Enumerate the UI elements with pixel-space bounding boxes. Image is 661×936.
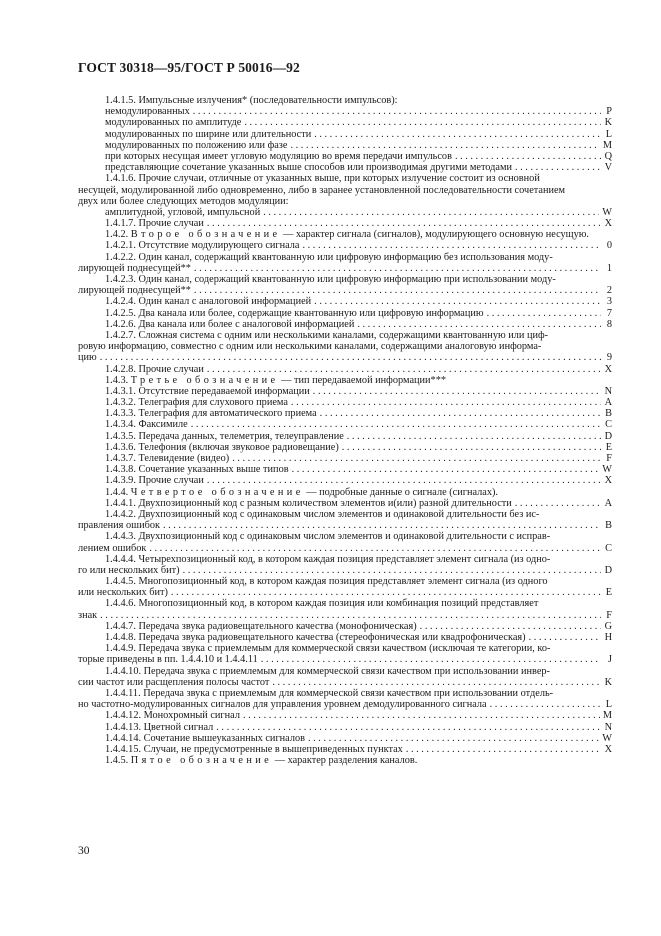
paragraph-line: 1.4.4.6. Многопозиционный код, в котором каждая позиция или комбинация позиций представляет [105, 598, 539, 610]
entry-text: 1.4.2.8. Прочие случаи [105, 363, 204, 375]
entry-text: 1.4.1.7. Прочие случаи [105, 218, 204, 230]
dot-leader [272, 677, 601, 688]
entry-code: D [604, 564, 612, 576]
dot-leader [194, 285, 601, 296]
entry-text: 1.4.3.7. Телевидение (видео) [105, 453, 230, 464]
entry-code: 0 [606, 240, 612, 252]
code-entry-line [78, 442, 612, 453]
entry-text: торые приведены в пп. 1.4.4.10 и 1.4.4.11 [78, 654, 258, 666]
designation-description: — характер сигнала (сигналов), модулирующего основную несущую. [280, 229, 589, 241]
entry-code: 3 [606, 296, 612, 308]
code-entry-line [78, 733, 612, 744]
dot-leader [149, 543, 601, 554]
entry-text: 1.4.3.3. Телеграфия для автоматического приема [105, 408, 317, 420]
code-entry-line [78, 699, 612, 710]
entry-code: K [604, 676, 612, 688]
dot-leader [290, 140, 599, 151]
designation-heading-line [78, 487, 612, 498]
dot-leader [216, 722, 601, 733]
entry-code: L [605, 699, 612, 711]
code-entry-line [78, 610, 612, 621]
dot-leader [455, 151, 601, 162]
entry-code: P [606, 106, 612, 118]
entry-text: 1.4.2.4. Один канал с аналоговой информацией [105, 296, 312, 308]
code-entry-line [78, 285, 612, 296]
paragraph-line: ровую информацию, совместно с одним или несколькими каналами, содержащими аналоговую информа- [78, 341, 542, 353]
paragraph-line: 1.4.4.3. Двухпозиционный код с одинаковым числом элементов и одинаковой длительности с исправ- [105, 531, 551, 543]
entry-code: E [605, 441, 612, 453]
designation-heading-line [78, 229, 612, 240]
entry-text: 1.4.4.15. Случаи, не предусмотренные в вышеприведенных пунктах [105, 743, 403, 755]
entry-text: 1.4.3.2. Телеграфия для слухового приема [105, 397, 288, 409]
entry-text: при которых несущая имеет угловую модуляцию во время передачи импульсов [105, 150, 452, 162]
entry-text: лирующей поднесущей** [78, 285, 191, 297]
code-entry-line [78, 498, 612, 509]
dot-leader [193, 106, 601, 117]
entry-text: 1.4.3.9. Прочие случаи [105, 475, 204, 487]
entry-code: M [602, 710, 612, 722]
paragraph-line: 1.4.4.4. Четырехпозиционный код, в котором каждая позиция представляет элемент сигнала (из одно- [105, 553, 551, 565]
entry-text: модулированных по амплитуде [105, 117, 242, 129]
entry-code: N [604, 385, 612, 397]
dot-leader [163, 520, 601, 531]
dot-leader [263, 207, 599, 218]
paragraph-line: двух или более следующих методов модуляции: [78, 195, 289, 207]
paragraph-line: 1.4.4.9. Передача звука с приемлемым для коммерческой связи качеством (исключая те категории, ко- [105, 643, 551, 655]
dot-leader [261, 654, 601, 665]
dot-leader [515, 498, 601, 509]
code-entry-line [78, 352, 612, 363]
entry-code: B [605, 520, 612, 532]
entry-text: лирующей поднесущей** [78, 262, 191, 274]
code-entry-line [78, 129, 612, 140]
entry-code: M [602, 139, 612, 151]
dot-leader [183, 565, 601, 576]
entry-text: 1.4.2.5. Два канала или более, содержащие квантованную или цифровую информацию [105, 307, 484, 319]
dot-leader [232, 453, 601, 464]
paragraph-line: 1.4.2.7. Сложная система с одним или несколькими каналами, содержащими квантованную или циф- [105, 329, 549, 341]
code-entry-line [78, 162, 612, 173]
dot-leader [342, 442, 601, 453]
code-entry-line [78, 386, 612, 397]
entry-code: N [604, 721, 612, 733]
dot-leader [194, 263, 601, 274]
dot-leader [515, 162, 601, 173]
entry-text: модулированных по ширине или длительности [105, 128, 312, 140]
entry-text: представляющие сочетание указанных выше способов или производимая другими методами [105, 162, 512, 174]
entry-code: 7 [606, 307, 612, 319]
entry-code: E [605, 587, 612, 599]
entry-code: L [605, 128, 612, 140]
dot-leader [308, 733, 599, 744]
entry-text: лением ошибок [78, 542, 147, 554]
spaced-designation: Третье обозначение [130, 374, 279, 386]
entry-text: или нескольких бит) [78, 587, 168, 599]
entry-text: го или нескольких бит) [78, 564, 180, 576]
section-number: 1.4.4. [105, 486, 129, 498]
code-entry-line [78, 722, 612, 733]
code-entry-line [78, 364, 612, 375]
dot-leader [191, 419, 601, 430]
entry-text: 1.4.4.8. Передача звука радиовещательного качества (стереофоническая или квадрофоническая) [105, 632, 526, 643]
entry-code: J [607, 654, 612, 666]
entry-text: 1.4.2.6. Два канала или более с аналоговой информацией [105, 318, 355, 330]
spaced-designation: Второе обозначение [130, 229, 281, 241]
entry-code: C [605, 419, 612, 431]
dot-leader [490, 699, 601, 710]
dot-leader [244, 117, 601, 128]
paragraph-line: 1.4.1.6. Прочие случаи, отличные от указанных выше, при которых излучение состоит из основной [105, 173, 540, 185]
dot-leader [207, 475, 601, 486]
section-number: 1.4.5. [105, 755, 129, 767]
code-entry-line [78, 677, 612, 688]
dot-leader [420, 621, 601, 632]
entry-text: правления ошибок [78, 520, 160, 532]
spaced-designation: Четвертое обозначение [130, 486, 304, 498]
entry-code: G [604, 620, 612, 632]
code-entry-line [78, 453, 612, 464]
page-number: 30 [78, 845, 90, 857]
dot-leader [243, 710, 600, 721]
dot-leader [292, 464, 600, 475]
entry-code: W [602, 732, 612, 744]
code-entry-line [78, 621, 612, 632]
code-entry-line [78, 475, 612, 486]
code-entry-line [78, 319, 612, 330]
paragraph-line: 1.4.1.5. Импульсные излучения* (последовательности импульсов): [105, 95, 398, 106]
designation-description: — характер разделения каналов. [272, 755, 418, 767]
entry-text: 1.4.2.1. Отсутствие модулирующего сигнала [105, 240, 300, 252]
dot-leader [529, 632, 601, 643]
entry-code: X [604, 363, 612, 375]
entry-text: 1.4.3.5. Передача данных, телеметрия, телеуправление [105, 430, 344, 442]
code-entry-line [78, 408, 612, 419]
designation-description: — подробные данные о сигнале (сигналах). [303, 486, 498, 498]
entry-code: B [605, 408, 612, 420]
page-header: ГОСТ 30318—95/ГОСТ Р 50016—92 [78, 60, 300, 75]
entry-text: но частотно-модулированных сигналов для управления уровнем демодулированного сигнала [78, 699, 487, 711]
paragraph-line: 1.4.4.11. Передача звука с приемлемым для коммерческой связи качеством при использовании отдель- [105, 687, 554, 699]
code-entry-line [78, 308, 612, 319]
entry-code: D [604, 430, 612, 442]
entry-code: H [604, 632, 612, 643]
code-entry-line [78, 207, 612, 218]
dot-leader [357, 319, 601, 330]
dot-leader [291, 397, 601, 408]
code-entry-line [78, 464, 612, 475]
dot-leader [303, 240, 602, 251]
code-entry-line [78, 431, 612, 442]
entry-text: 1.4.4.7. Передача звука радиовещательного качества (монофоническая) [105, 620, 417, 632]
code-entry-line [78, 140, 612, 151]
code-entry-line [78, 520, 612, 531]
entry-code: X [604, 743, 612, 755]
entry-code: A [604, 397, 612, 409]
entry-text: 1.4.3.1. Отсутствие передаваемой информации [105, 385, 310, 397]
paragraph-line: 1.4.2.2. Один канал, содержащий квантованную или цифровую информацию без использования моду- [105, 251, 553, 263]
entry-code: F [606, 453, 612, 464]
paragraph-line: 1.4.4.5. Многопозиционный код, в котором каждая позиция представляет элемент сигнала (из одного [105, 576, 548, 588]
dot-leader [100, 352, 601, 363]
paragraph-line: 1.4.4.2. Двухпозиционный код с одинаковым числом элементов и одинаковой длительности без ис- [105, 508, 540, 520]
entry-text: цию [78, 352, 97, 364]
entry-text: 1.4.4.13. Цветной сигнал [105, 721, 214, 733]
paragraph-line: 1.4.4.10. Передача звука с приемлемым для коммерческой связи качеством при использовании инвер- [105, 665, 550, 677]
entry-code: W [602, 464, 612, 476]
dot-leader [171, 587, 601, 598]
code-entry-line [78, 710, 612, 721]
code-entry-line [78, 151, 612, 162]
entry-code: 2 [606, 285, 612, 297]
entry-code: C [605, 542, 612, 554]
code-entry-line [78, 654, 612, 665]
entry-text: 1.4.4.14. Сочетание вышеуказанных сигналов [105, 732, 305, 744]
designation-heading-line [78, 375, 612, 386]
code-entry-line [78, 240, 612, 251]
entry-text: амплитудной, угловой, импульсной [105, 206, 261, 218]
entry-text: знак [78, 609, 98, 621]
entry-code: X [604, 218, 612, 230]
designation-heading-line [78, 755, 612, 766]
entry-text: сии частот или расщепления полосы частот [78, 676, 270, 688]
paragraph-line: несущей, модулированной либо одновременно, либо в заранее установленной последовательности сочетанием [78, 184, 566, 196]
code-entry-line [78, 587, 612, 598]
entry-code: K [604, 117, 612, 129]
dot-leader [313, 386, 601, 397]
dot-leader [347, 431, 601, 442]
entry-code: 9 [606, 352, 612, 364]
section-number: 1.4.3. [105, 374, 129, 386]
document-body [78, 95, 612, 766]
entry-text: 1.4.4.1. Двухпозиционный код с разным количеством элементов и(или) разной длительности [105, 497, 512, 509]
entry-text: модулированных по положению или фазе [105, 139, 288, 151]
code-entry-line [78, 543, 612, 554]
code-entry-line [78, 263, 612, 274]
code-entry-line [78, 419, 612, 430]
dot-leader [406, 744, 601, 755]
code-entry-line [78, 106, 612, 117]
dot-leader [207, 218, 601, 229]
paragraph-line: 1.4.2.3. Один канал, содержащий квантованную или цифровую информацию при использовании моду- [105, 274, 556, 285]
dot-leader [207, 364, 601, 375]
entry-code: 8 [606, 318, 612, 330]
section-number: 1.4.2. [105, 229, 129, 241]
code-entry-line [78, 296, 612, 307]
entry-code: W [602, 206, 612, 218]
entry-text: немодулированных [105, 106, 190, 118]
dot-leader [100, 610, 601, 621]
entry-code: V [604, 162, 612, 174]
code-entry-line [78, 565, 612, 576]
spaced-designation: Пятое обозначение [130, 755, 273, 767]
entry-text: 1.4.3.6. Телефония (включая звуковое радиовещание) [105, 441, 339, 453]
code-entry-line [78, 397, 612, 408]
code-entry-line [78, 117, 612, 128]
entry-code: A [604, 497, 612, 509]
code-entry-line [78, 632, 612, 643]
entry-code: 1 [606, 262, 612, 274]
designation-description: — тип передаваемой информации*** [278, 374, 446, 386]
code-entry-line [78, 218, 612, 229]
code-entry-line [78, 744, 612, 755]
entry-code: X [604, 475, 612, 487]
entry-code: Q [604, 150, 612, 162]
entry-text: 1.4.4.12. Монохромный сигнал [105, 710, 240, 722]
entry-text: 1.4.3.8. Сочетание указанных выше типов [105, 464, 289, 476]
dot-leader [314, 296, 601, 307]
dot-leader [487, 308, 601, 319]
dot-leader [314, 129, 601, 140]
dot-leader [320, 408, 601, 419]
entry-code: F [606, 609, 612, 621]
entry-text: 1.4.3.4. Факсимиле [105, 419, 188, 431]
